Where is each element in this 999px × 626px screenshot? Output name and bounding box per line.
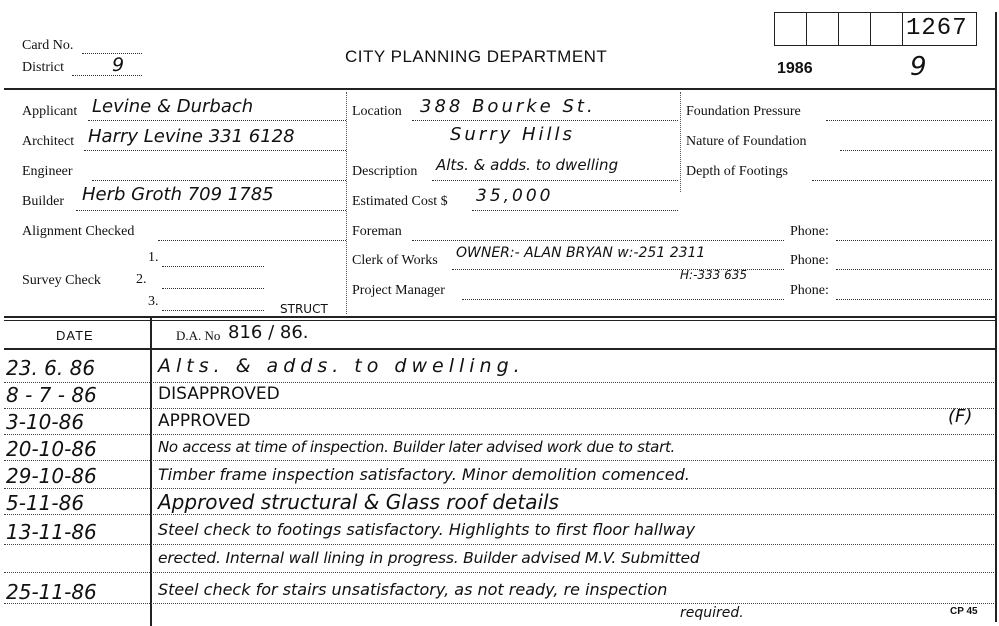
log-entry-text: Steel check to footings satisfactory. Highlights to first floor hallway (158, 520, 696, 539)
log-entry-text: Timber frame inspection satisfactory. Minor demolition comenced. (158, 465, 690, 484)
year-handwritten: 9 (910, 52, 927, 82)
log-entry-date: 20-10-86 (6, 437, 97, 461)
log-entry-date: 13-11-86 (6, 520, 97, 544)
log-entry-date: 23. 6. 86 (6, 356, 96, 380)
log-entry-text: No access at time of inspection. Builder later advised work due to start. (158, 438, 675, 456)
district-field (72, 62, 142, 76)
da-value: 816 / 86. (228, 322, 309, 343)
log-entry-date: 25-11-86 (6, 580, 97, 604)
log-entry-date: 29-10-86 (6, 464, 97, 488)
log-entry-text: DISAPPROVED (158, 384, 280, 404)
applicant-label: Applicant (22, 104, 78, 119)
project-manager-field (462, 287, 784, 300)
location-label: Location (352, 104, 402, 119)
survey-label: Survey Check (22, 273, 101, 288)
card-number-box-3 (838, 12, 871, 46)
phone-label-3: Phone: (790, 283, 829, 298)
card-no-field (82, 40, 142, 54)
card-no-label: Card No. (22, 38, 74, 53)
foreman-label: Foreman (352, 224, 402, 239)
phone-label-1: Phone: (790, 224, 829, 239)
card-number-box-2 (806, 12, 839, 46)
phone-field-1 (836, 228, 992, 241)
log-entry-date: 8 - 7 - 86 (6, 383, 97, 407)
log-rule-5 (4, 488, 994, 489)
log-rule-3 (4, 434, 994, 435)
clerk-value: OWNER:- ALAN BRYAN w:-251 2311 (456, 245, 706, 261)
foundation-pressure-field (826, 108, 992, 121)
phone-field-2 (836, 257, 992, 270)
project-manager-label: Project Manager (352, 283, 445, 298)
location-line2: Surry Hills (450, 124, 575, 145)
log-divider-top-2 (4, 320, 996, 321)
builder-value: Herb Groth 709 1785 (82, 184, 274, 205)
depth-footings-field (812, 168, 992, 181)
card-number: 1267 (906, 15, 968, 42)
card-number-box-1 (774, 12, 807, 46)
foreman-field (412, 228, 784, 241)
description-label: Description (352, 164, 418, 179)
phone-label-2: Phone: (790, 253, 829, 268)
survey-1-field (162, 254, 264, 267)
alignment-field (158, 228, 346, 241)
department-title: CITY PLANNING DEPARTMENT (345, 47, 608, 66)
log-rule-4 (4, 460, 994, 461)
log-rule-7 (4, 544, 994, 545)
clerk-label: Clerk of Works (352, 253, 438, 268)
description-value: Alts. & adds. to dwelling (436, 156, 619, 174)
log-rule-2 (4, 408, 994, 409)
engineer-label: Engineer (22, 164, 73, 179)
column-divider-right (680, 92, 681, 192)
log-rule-1 (4, 382, 994, 383)
district-value: 9 (112, 54, 125, 76)
da-label: D.A. No (176, 328, 221, 343)
engineer-field (92, 168, 346, 181)
architect-label: Architect (22, 134, 75, 149)
nature-foundation-field (840, 138, 992, 151)
log-entry-text: Steel check for stairs unsatisfactory, as not ready, re inspection (158, 580, 668, 599)
location-line1: 388 Bourke St. (420, 96, 596, 117)
date-column-divider (150, 318, 152, 626)
nature-foundation-label: Nature of Foundation (686, 134, 807, 149)
date-column-header: DATE (56, 328, 94, 343)
log-divider-top (4, 316, 996, 318)
log-continuation: required. (680, 605, 744, 621)
clerk-home: H:-333 635 (680, 268, 748, 282)
applicant-value: Levine & Durbach (92, 96, 254, 117)
estimated-cost-label: Estimated Cost $ (352, 194, 448, 209)
form-code: CP 45 (950, 606, 978, 617)
survey-2-label: 2. (136, 272, 147, 287)
survey-2-field (162, 276, 264, 289)
column-divider-left (346, 92, 347, 314)
log-entry-date: 3-10-86 (6, 410, 85, 434)
log-rule-9 (4, 603, 994, 604)
survey-3-label: 3. (148, 294, 159, 309)
depth-footings-label: Depth of Footings (686, 164, 788, 179)
builder-label: Builder (22, 194, 64, 209)
log-entry-text: Approved structural & Glass roof details (158, 490, 559, 514)
architect-value: Harry Levine 331 6128 (88, 126, 295, 147)
year-label: 1986 (777, 60, 813, 77)
district-label: District (22, 60, 64, 75)
foundation-pressure-label: Foundation Pressure (686, 104, 801, 119)
log-entry-text: Alts. & adds. to dwelling. (158, 355, 525, 377)
log-rule-8 (4, 572, 994, 573)
estimated-cost-value: 35,000 (476, 186, 554, 206)
log-entry-date: 5-11-86 (6, 491, 85, 515)
card-number-box-4 (870, 12, 903, 46)
f-mark: (F) (948, 406, 973, 427)
log-entry-text: erected. Internal wall lining in progress. Builder advised M.V. Submitted (158, 549, 700, 567)
alignment-label: Alignment Checked (22, 224, 135, 239)
phone-field-3 (836, 287, 992, 300)
log-rule-6 (4, 514, 994, 515)
log-header-divider (4, 348, 996, 350)
survey-3-field (162, 298, 264, 311)
survey-1-label: 1. (148, 250, 159, 265)
struct-note: STRUCT (280, 302, 328, 316)
log-entry-text: APPROVED (158, 411, 251, 431)
header-divider (4, 88, 996, 90)
